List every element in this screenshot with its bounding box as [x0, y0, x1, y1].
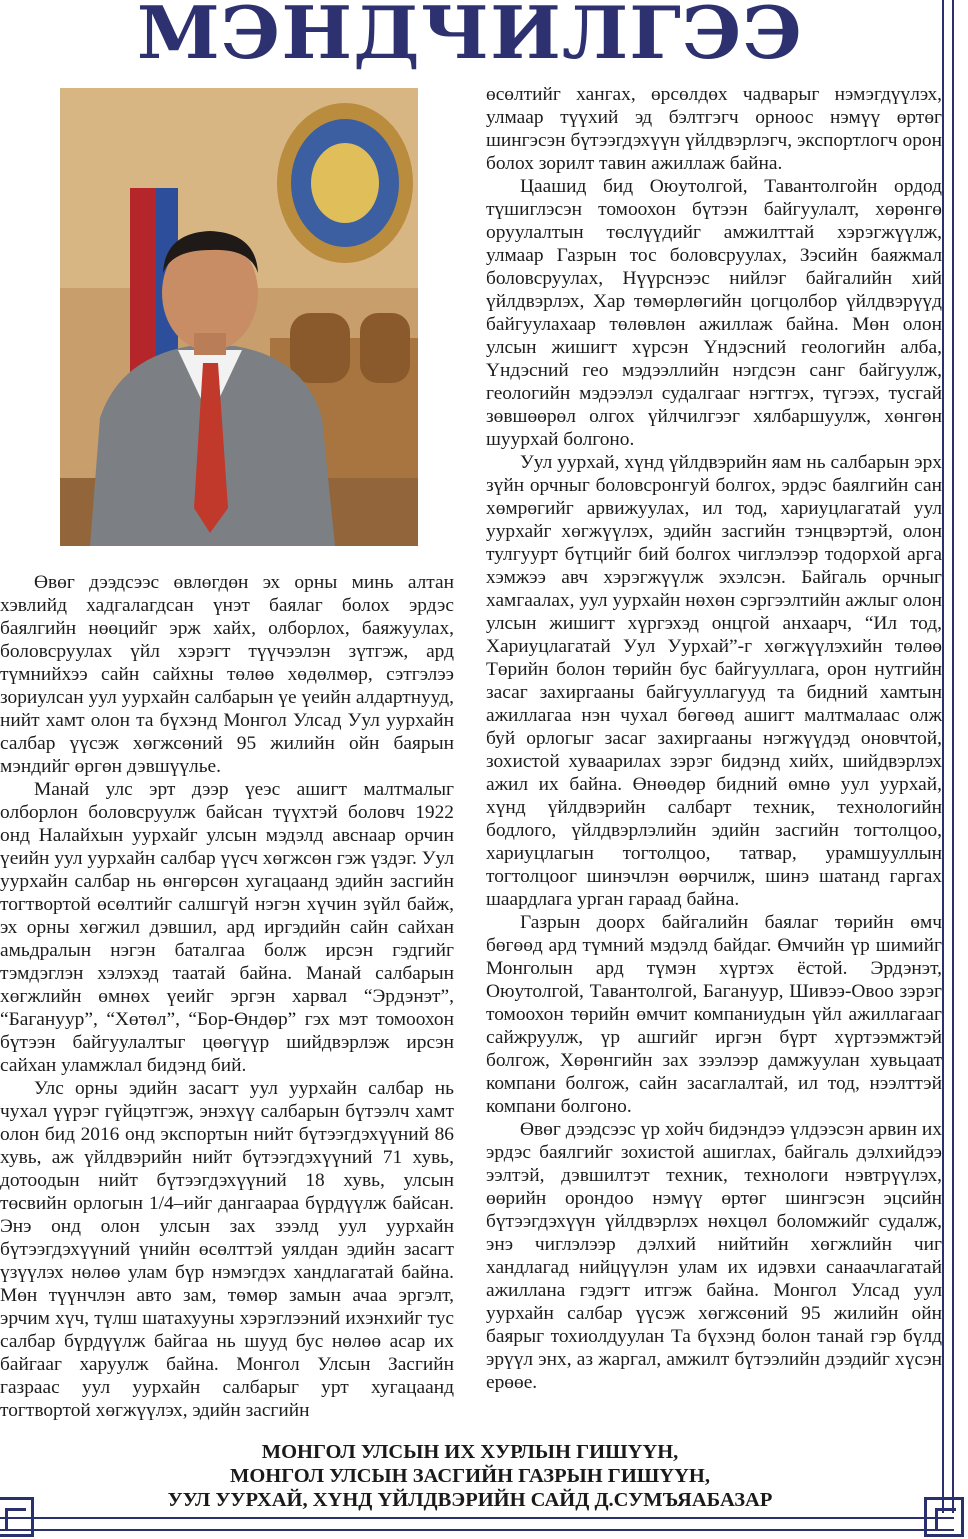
paragraph: Цаашид бид Оюутолгой, Тавантолгойн ордод түшиглэсэн томоохон бүтээн байгуулалт, хөрөнгө оруулалтын төслүүдийг амжилттай хэрэгжүүлж, улмаар Газрын тос боловсруулах, Зэсийн баяжмал боловсруулах, Нүүрснээс нийлэг байгалийн хий үйлдвэрлэх, Хар төмөрлөгийн цогцолбор үйлдвэрүүд байгуулахаар төлөвлөн ажиллаж байна. Мөн олон улсын жишигт хүрсэн Үндэсний геологийн алба, Үндэсний гео мэдээллийн нэгдсэн санг байгуулж, геологийн мэдээлэл судалгааг нэгтгэх, түгээх, тусгай зөвшөөрөл олгох үйлчилгээг хялбаршуулж, хөнгөн шуурхай болгоно.: [486, 176, 942, 450]
page-border-right: [942, 0, 954, 1513]
paragraph: Манай улс эрт дээр үеэс ашигт малтмалыг олборлон боловсруулж байсан түүхтэй боловч 1922 онд Налайхын уурхайг улсын мэдэлд авснаар орчин үеийн уул уурхайн салбар үүсч хөгжсөн гэж үздэг. Уул уурхайн салбар нь өнгөрсөн хугацаанд эдийн засгийн тогтвортой өсөлтийг салшгүй нэгэн хүчин зүйл байж, эх орны хөгжил дэвшил, ард иргэдийн сайн сайхан амьдралын нэгэн баталгаа болж ирсэн гэдгийг тэмдэглэн хэлэхэд таатай байна. Манай салбарын хөгжлийн өмнөх үеийг эргэн харвал “Эрдэнэт”, “Багануур”, “Хөтөл”, “Бор-Өндөр” гэх мэт томоохон бүтээн байгуулалтыг цөөгүүр шийдвэрлэж ирсэн сайхан уламжлал бидэнд бий.: [0, 779, 454, 1076]
signature-line-1: МОНГОЛ УЛСЫН ИХ ХУРЛЫН ГИШҮҮН,: [261, 1441, 679, 1463]
portrait-illustration: [60, 88, 418, 546]
signature-line-3: УУЛ УУРХАЙ, ХҮНД ҮЙЛДВЭРИЙН САЙД Д.СУМЪЯАБАЗАР: [167, 1489, 773, 1511]
portrait-photo: [60, 88, 418, 546]
headline: МЭНДЧИЛГЭЭ: [136, 0, 804, 75]
paragraph: Өвөг дээдсээс үр хойч бидэндээ үлдээсэн арвин их эрдэс баялгийг зохистой ашиглах, байгаль дэлхийдээ ээлтэй, дэвшилтэт техник, технологи нэвтрүүлэх, өөрийн орондоо нэмүү өртөг шингэсэн эцсийн бүтээгдэхүүн үйлдвэрлэх нөхцөл боломжийг судалж, энэ чиглэлээр дэлхий нийтийн хөгжлийн чиг хандлагад нийцүүлэн улам их идэвхи санаачлагатай ажиллана гэдэгт итгэж байна. Монгол Улсад уул уурхайн салбар үүсэж хөгжсөний 95 жилийн ойн баярыг тохиолдуулан Та бүхэнд болон танай гэр бүлд эрүүл энх, аз жаргал, амжилт бүтээлийн дээдийг хүсэн ерөөе.: [486, 1119, 942, 1393]
paragraph-continuation: өсөлтийг хангах, өрсөлдөх чадварыг нэмэгдүүлэх, улмаар түүхий эд бэлтгэгч орноос нэмүү өртөг шингэсэн бүтээгдэхүүн үйлдвэрлэгч, экспортлогч орон болох зорилт тавин ажиллаж байна.: [486, 84, 942, 174]
paragraph: Өвөг дээдсээс өвлөгдөн эх орны минь алтан хэвлийд хадгалагдсан үнэт баялаг болох эрдэс баялгийн нөөцийг эрж хайх, олборлох, баяжуулах, боловсруулах үйл хэрэгт түүчээлэн зүтгэж, ард түмнийхээ сайн сайхны төлөө хөдөлмөр, сэтгэлээ зориулсан уул уурхайн салбарын үе үеийн алдартнууд, нийт хамт олон та бүхэнд Монгол Улсад Уул уурхайн салбар үүсэж хөгжсөний 95 жилийн ойн баярын мэндийг өргөн дэвшүүлье.: [0, 572, 454, 777]
paragraph: Улс орны эдийн засагт уул уурхайн салбар нь чухал үүрэг гүйцэтгэж, энэхүү салбарын бүтээлч хамт олон бид 2016 онд экспортын нийт бүтээгдэхүүний 86 хувь, аж үйлдвэрийн нийт бүтээгдэхүүний 71 хувь, дотоодын нийт бүтээгдэхүүний 18 хувь, улсын төсвийн орлогын 1/4–ийг дангаараа бүрдүүлж байсан. Энэ онд олон улсын зах зээлд уул уурхайн бүтээгдэхүүний үнийн өсөлттэй уялдан эдийн засагт үзүүлэх нөлөө улам бүр нэмэгдэх хандлагатай байна. Мөн түүнчлэн авто зам, төмөр замын ачаа эргэлт, эрчим хүч, түлш шатахууны хэрэглээний ихэнхийг тус салбар бүрдүүлж байгаа нь шууд бус нөлөө асар их байгааг харуулж байна. Монгол Улсын Засгийн газраас уул уурхайн салбарыг урт хугацаанд тогтвортой хөгжүүлэх, эдийн засгийн: [0, 1078, 454, 1421]
page-border-bottom: [0, 1517, 954, 1531]
article-left-column: [0, 571, 454, 1421]
signature-line-2: МОНГОЛ УЛСЫН ЗАСГИЙН ГАЗРЫН ГИШҮҮН,: [230, 1465, 710, 1487]
article-right-column: [486, 83, 942, 1423]
paragraph: Газрын доорх байгалийн баялаг төрийн өмч бөгөөд ард түмний мэдэлд байдаг. Өмчийн үр шимийг Монголын ард түмэн хүртэх ёстой. Эрдэнэт, Оюутолгой, Тавантолгой, Багануур, Шивээ-Овоо зэрэг томоохон төрийн өмчит компаниудын үйл ажиллагааг сайжруулж, үр ашгийг иргэн бүрт хүртээмжтэй болгож, Хөрөнгийн зах зээлээр дамжуулан хувьцаат компани болгож, сайн засаглалтай, ил тод, нээлттэй компани болгоно.: [486, 912, 942, 1117]
paragraph: Уул уурхай, хүнд үйлдвэрийн яам нь салбарын эрх зүйн орчныг боловсронгуй болгох, эрдэс баялгийн сан хөмрөгийг арвижуулах, ил тод, хариуцлагатай уул уурхайг хөгжүүлэх, эдийн засгийн тэнцвэртэй, олон тулгуурт бүтцийг бий болгох чиглэлээр тодорхой арга хэмжээ авч хэрэгжүүлж эхэлсэн. Байгаль орчныг хамгаалах, уул уурхайн нөхөн сэргээлтийн ажлыг олон улсын жишигт хүргэхэд онцгой анхаарч, “Ил тод, Хариуцлагатай Уул Уурхай”-г хөгжүүлэхийн төлөө Төрийн болон төрийн бус байгууллага, орон нутгийн засаг захиргааны байгууллагууд та бидний хамтын ажиллагаа нэн чухал бөгөөд ашигт малтмалаас олж буй орлогыг засаг захиргааны нэгжүүдэд оновчтой, зохистой хуваарилах зэрэг бидэнд хийх, шийдвэрлэх ажил их байна. Өнөөдөр бидний өмнө уул уурхай, хүнд үйлдвэрийн салбарт техник, технологийн бодлого, үйлдвэрлэлийн эдийн засгийн тогтолцоо, хариуцлагын тогтолцоо, татвар, урамшууллын тогтолцоог шинэчлэн өөрчилж, шинэ шатанд гаргах шаардлага урган гараад байна.: [486, 452, 942, 910]
